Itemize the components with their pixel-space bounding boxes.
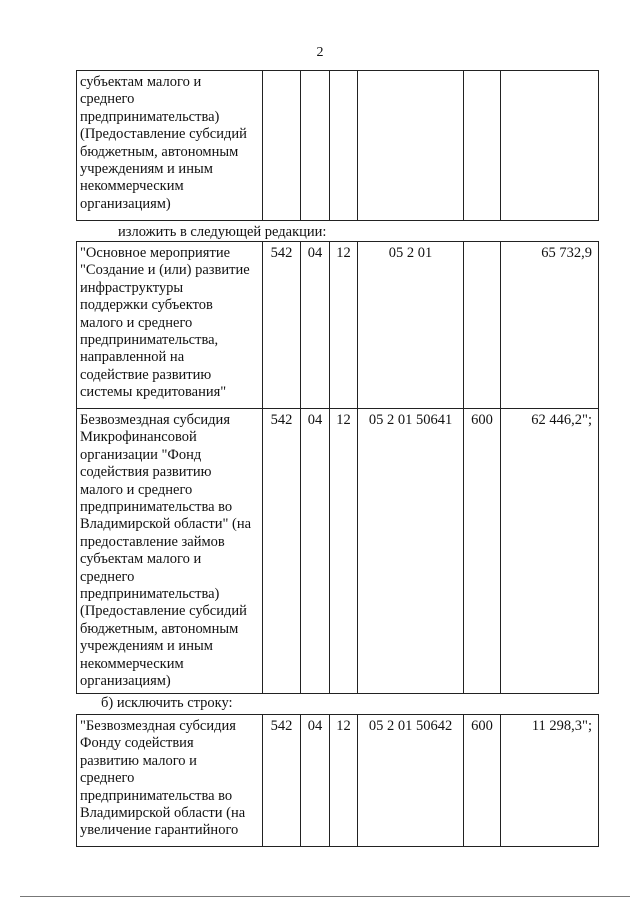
expense-type-code: 600: [464, 409, 501, 694]
row-name: "Безвозмездная субсидия Фонду содействия развитию малого и среднего предпринимательства во Владимирской области (на увеличение гарантийного: [77, 715, 263, 847]
expense-type-code: 600: [464, 715, 501, 847]
row-name: "Основное мероприятие "Создание и (или) развитие инфраструктуры поддержки субъектов малого и среднего предпринимательства, направленной на содействие развитию системы кредитования": [77, 242, 263, 409]
section-code: [301, 71, 330, 221]
section-code: 04: [301, 242, 330, 409]
ministry-code: [263, 71, 301, 221]
amount: 65 732,9: [501, 242, 599, 409]
subsection-code: 12: [330, 409, 358, 694]
row-name: субъектам малого и среднего предпринимательства) (Предоставление субсидий бюджетным, автономным учреждениям и иным некоммерческим организациям): [77, 71, 263, 221]
table-row: [77, 242, 599, 409]
amount: 62 446,2";: [501, 409, 599, 694]
subsection-code: 12: [330, 242, 358, 409]
table-row: [77, 715, 599, 847]
section-code: 04: [301, 715, 330, 847]
expense-type-code: [464, 71, 501, 221]
amount: [501, 71, 599, 221]
budget-table-bottom: [76, 714, 599, 847]
subsection-code: [330, 71, 358, 221]
instruction-text: б) исключить строку:: [101, 695, 233, 711]
page-edge-divider: [20, 896, 630, 897]
ministry-code: 542: [263, 409, 301, 694]
target-article-code: 05 2 01 50641: [358, 409, 464, 694]
target-article-code: [358, 71, 464, 221]
instruction-text: изложить в следующей редакции:: [118, 224, 327, 240]
budget-table-top: [76, 70, 599, 221]
subsection-code: 12: [330, 715, 358, 847]
target-article-code: 05 2 01: [358, 242, 464, 409]
row-name: Безвозмездная субсидия Микрофинансовой организации "Фонд содействия развитию малого и среднего предпринимательства во Владимирской области" (на предоставление займов субъектам малого и среднего предпринимательства) (Предоставление субсидий бюджетным, автономным учреждениям и иным некоммерческим организациям): [77, 409, 263, 694]
table-row: [77, 71, 599, 221]
ministry-code: 542: [263, 715, 301, 847]
budget-table-middle: [76, 241, 599, 694]
amount: 11 298,3";: [501, 715, 599, 847]
target-article-code: 05 2 01 50642: [358, 715, 464, 847]
section-code: 04: [301, 409, 330, 694]
ministry-code: 542: [263, 242, 301, 409]
expense-type-code: [464, 242, 501, 409]
page-number: 2: [316, 45, 324, 60]
table-row: [77, 409, 599, 694]
